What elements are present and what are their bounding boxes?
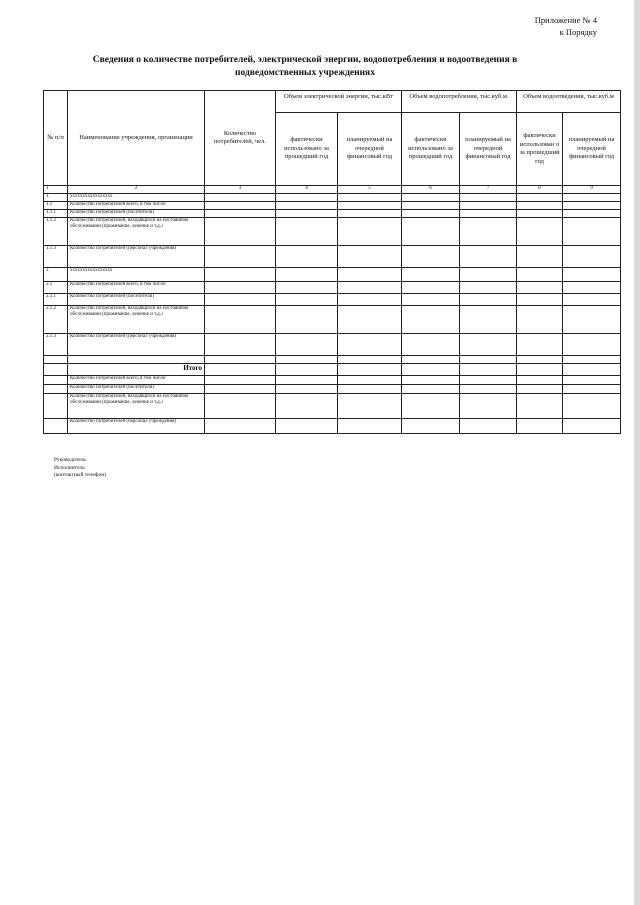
data-cell[interactable] — [338, 294, 402, 306]
footer-head: Руководитель — [54, 457, 86, 463]
data-cell[interactable] — [402, 356, 460, 364]
data-cell[interactable] — [563, 376, 621, 385]
data-cell[interactable] — [276, 194, 338, 202]
column-number: 1 — [44, 186, 68, 194]
total-row — [44, 364, 621, 376]
footer-executor: Исполнитель — [54, 464, 85, 471]
data-cell[interactable] — [402, 282, 460, 294]
data-cell[interactable] — [402, 210, 460, 218]
data-cell[interactable] — [402, 376, 460, 385]
data-cell[interactable] — [517, 218, 563, 246]
header-electric: Объем электрической энергии, тыс.кВт — [276, 91, 402, 113]
data-cell[interactable] — [563, 210, 621, 218]
table-row — [44, 356, 621, 364]
signature-block — [54, 457, 106, 480]
data-cell[interactable] — [460, 334, 517, 356]
data-cell[interactable] — [205, 246, 276, 268]
total-row-name: Количество потребителей, находящихся на постоянном обслуживании (проживание, лечение и т.д.) — [68, 394, 205, 419]
data-cell[interactable] — [563, 394, 621, 419]
data-cell[interactable] — [205, 268, 276, 282]
data-cell[interactable] — [517, 194, 563, 202]
data-cell[interactable] — [563, 246, 621, 268]
data-cell[interactable] — [460, 246, 517, 268]
data-cell[interactable] — [276, 282, 338, 294]
footer-phone: (контактный телефон) — [54, 472, 106, 478]
table-row — [44, 306, 621, 334]
table-row — [44, 294, 621, 306]
data-cell[interactable] — [563, 294, 621, 306]
data-cell[interactable] — [205, 334, 276, 356]
row-name: Количество потребителей (персонал учреждения) — [68, 246, 205, 268]
data-cell[interactable] — [402, 394, 460, 419]
data-cell[interactable] — [276, 210, 338, 218]
data-cell[interactable] — [517, 419, 563, 434]
data-cell[interactable] — [517, 394, 563, 419]
data-cell[interactable] — [276, 306, 338, 334]
data-cell[interactable] — [205, 394, 276, 419]
table-row — [44, 385, 621, 394]
data-cell[interactable] — [402, 268, 460, 282]
data-cell[interactable] — [276, 268, 338, 282]
data-cell[interactable] — [276, 202, 338, 210]
data-cell[interactable] — [338, 356, 402, 364]
data-cell[interactable] — [402, 334, 460, 356]
data-cell[interactable] — [338, 376, 402, 385]
data-cell[interactable] — [563, 334, 621, 356]
data-cell[interactable] — [276, 376, 338, 385]
header-name: Наименование учреждения, организации — [68, 91, 205, 186]
appendix-line-1: Приложение № 4 — [534, 15, 597, 25]
data-cell[interactable] — [338, 419, 402, 434]
data-cell[interactable] — [276, 364, 338, 376]
data-cell[interactable] — [205, 282, 276, 294]
data-cell[interactable] — [402, 294, 460, 306]
data-cell[interactable] — [276, 419, 338, 434]
header-num: № п/п — [44, 91, 68, 186]
column-number: 2 — [68, 186, 205, 194]
data-cell[interactable] — [205, 419, 276, 434]
row-name: Количество потребителей, находящихся на постоянном обслуживании (проживание, лечение и т.д.) — [68, 218, 205, 246]
data-cell[interactable] — [517, 376, 563, 385]
row-name: Количество потребителей (посетители) — [68, 210, 205, 218]
row-name: Количество потребителей, находящихся на постоянном обслуживании (проживание, лечение и т.д.) — [68, 306, 205, 334]
column-number: 6 — [402, 186, 460, 194]
data-cell[interactable] — [460, 376, 517, 385]
data-cell[interactable] — [205, 194, 276, 202]
data-cell[interactable] — [563, 419, 621, 434]
data-cell[interactable] — [205, 356, 276, 364]
title-line-1: Сведения о количестве потребителей, электрической энергии, водопотребления и водоотведения в — [92, 55, 518, 65]
header-water: Объем водопотребления, тыс.куб.м. — [402, 91, 517, 113]
data-cell[interactable] — [338, 394, 402, 419]
data-cell[interactable] — [460, 194, 517, 202]
column-number: 3 — [205, 186, 276, 194]
data-cell[interactable] — [205, 210, 276, 218]
data-cell[interactable] — [338, 194, 402, 202]
header-electric-plan: планируемый на очередной финансовый год — [338, 113, 402, 186]
column-number: 8 — [517, 186, 563, 194]
total-row-name: Количество потребителей всего, в том числе: — [68, 376, 205, 385]
data-cell[interactable] — [402, 194, 460, 202]
data-cell[interactable] — [460, 218, 517, 246]
data-cell[interactable] — [460, 394, 517, 419]
data-cell[interactable] — [460, 364, 517, 376]
data-cell[interactable] — [460, 282, 517, 294]
row-num: 1.1.1 — [44, 210, 68, 218]
table-row — [44, 268, 621, 282]
data-cell[interactable] — [276, 218, 338, 246]
table-row — [44, 218, 621, 246]
data-cell[interactable] — [338, 385, 402, 394]
column-number: 5 — [338, 186, 402, 194]
data-cell[interactable] — [517, 246, 563, 268]
data-cell[interactable] — [205, 376, 276, 385]
data-cell[interactable] — [276, 294, 338, 306]
column-number: 9 — [563, 186, 621, 194]
data-cell[interactable] — [402, 364, 460, 376]
data-cell[interactable] — [563, 364, 621, 376]
table-row — [44, 246, 621, 268]
table-row — [44, 419, 621, 434]
column-number: 4 — [276, 186, 338, 194]
total-row-name: Количество потребителей (персонал учреждения) — [68, 419, 205, 434]
header-count: Количество потребителей, чел. — [205, 91, 276, 186]
data-cell[interactable] — [338, 268, 402, 282]
data-cell[interactable] — [402, 385, 460, 394]
table-row — [44, 194, 621, 202]
table-row — [44, 210, 621, 218]
data-cell[interactable] — [205, 385, 276, 394]
data-cell[interactable] — [276, 385, 338, 394]
data-cell[interactable] — [205, 218, 276, 246]
row-name: Количество потребителей (посетители) — [68, 294, 205, 306]
data-cell[interactable] — [276, 394, 338, 419]
appendix-note — [535, 14, 597, 38]
data-cell[interactable] — [338, 306, 402, 334]
data-cell[interactable] — [517, 356, 563, 364]
row-name: Количество потребителей всего, в том числе: — [68, 202, 205, 210]
row-num: 1.1.2 — [44, 218, 68, 246]
data-cell[interactable] — [563, 268, 621, 282]
data-cell[interactable] — [402, 306, 460, 334]
data-cell[interactable] — [563, 218, 621, 246]
data-cell[interactable] — [338, 282, 402, 294]
table-row — [44, 202, 621, 210]
data-cell[interactable] — [517, 282, 563, 294]
data-cell[interactable] — [563, 202, 621, 210]
row-name: Количество потребителей (персонал учреждения) — [68, 334, 205, 356]
data-cell[interactable] — [517, 385, 563, 394]
report-table — [43, 90, 621, 434]
data-cell[interactable] — [402, 202, 460, 210]
data-cell[interactable] — [276, 334, 338, 356]
data-cell[interactable] — [460, 356, 517, 364]
data-cell[interactable] — [338, 218, 402, 246]
data-cell[interactable] — [338, 246, 402, 268]
title-line-2: подведомственных учреждениях — [235, 68, 375, 78]
data-cell[interactable] — [563, 282, 621, 294]
data-cell[interactable] — [338, 202, 402, 210]
row-num: 2.1.2 — [44, 306, 68, 334]
data-cell[interactable] — [205, 306, 276, 334]
data-cell[interactable] — [517, 268, 563, 282]
data-cell[interactable] — [402, 419, 460, 434]
data-cell[interactable] — [517, 306, 563, 334]
row-name: ххххххххххххххххх — [68, 194, 205, 202]
row-num: 1.1 — [44, 202, 68, 210]
data-cell[interactable] — [460, 306, 517, 334]
row-name: Количество потребителей всего, в том числе: — [68, 282, 205, 294]
data-cell[interactable] — [460, 294, 517, 306]
row-num: 2 — [44, 268, 68, 282]
document-title — [40, 54, 570, 80]
column-number: 7 — [460, 186, 517, 194]
row-num: 1. — [44, 194, 68, 202]
row-num: 2.1.1 — [44, 294, 68, 306]
data-cell[interactable] — [338, 334, 402, 356]
data-cell[interactable] — [205, 202, 276, 210]
data-cell[interactable] — [402, 246, 460, 268]
data-cell[interactable] — [402, 218, 460, 246]
data-cell[interactable] — [460, 202, 517, 210]
total-label: Итого — [68, 364, 205, 376]
row-num: 2.1 — [44, 282, 68, 294]
data-cell[interactable] — [205, 294, 276, 306]
data-cell[interactable] — [563, 356, 621, 364]
table-row — [44, 334, 621, 356]
data-cell[interactable] — [276, 246, 338, 268]
data-cell[interactable] — [460, 385, 517, 394]
data-cell[interactable] — [563, 385, 621, 394]
appendix-line-2: к Порядку — [559, 27, 597, 37]
data-cell[interactable] — [517, 202, 563, 210]
data-cell[interactable] — [517, 334, 563, 356]
header-drain: Объем водоотведения, тыс.куб.м — [517, 91, 621, 113]
data-cell[interactable] — [338, 364, 402, 376]
data-cell[interactable] — [460, 419, 517, 434]
header-water-plan: планируемый на очередной финансовый год — [460, 113, 517, 186]
data-cell[interactable] — [517, 364, 563, 376]
table-row — [44, 282, 621, 294]
header-electric-fact: фактически использовано за прошедший год — [276, 113, 338, 186]
data-cell[interactable] — [517, 210, 563, 218]
header-drain-fact: фактически использован о за прошедший год — [517, 113, 563, 186]
header-drain-plan: планируемый на очередной финансовый год — [563, 113, 621, 186]
data-cell[interactable] — [205, 364, 276, 376]
data-cell[interactable] — [563, 306, 621, 334]
row-name: ххххххххххххххххх — [68, 268, 205, 282]
header-water-fact: фактически использовано за прошедший год — [402, 113, 460, 186]
data-cell[interactable] — [276, 356, 338, 364]
scan-edge — [634, 0, 640, 905]
table-row — [44, 376, 621, 385]
total-row-name: Количество потребителей (посетители) — [68, 385, 205, 394]
table-row — [44, 394, 621, 419]
data-cell[interactable] — [460, 268, 517, 282]
data-cell[interactable] — [460, 210, 517, 218]
data-cell[interactable] — [563, 194, 621, 202]
row-num: 1.1.3 — [44, 246, 68, 268]
row-num: 2.1.3 — [44, 334, 68, 356]
data-cell[interactable] — [338, 210, 402, 218]
data-cell[interactable] — [517, 294, 563, 306]
